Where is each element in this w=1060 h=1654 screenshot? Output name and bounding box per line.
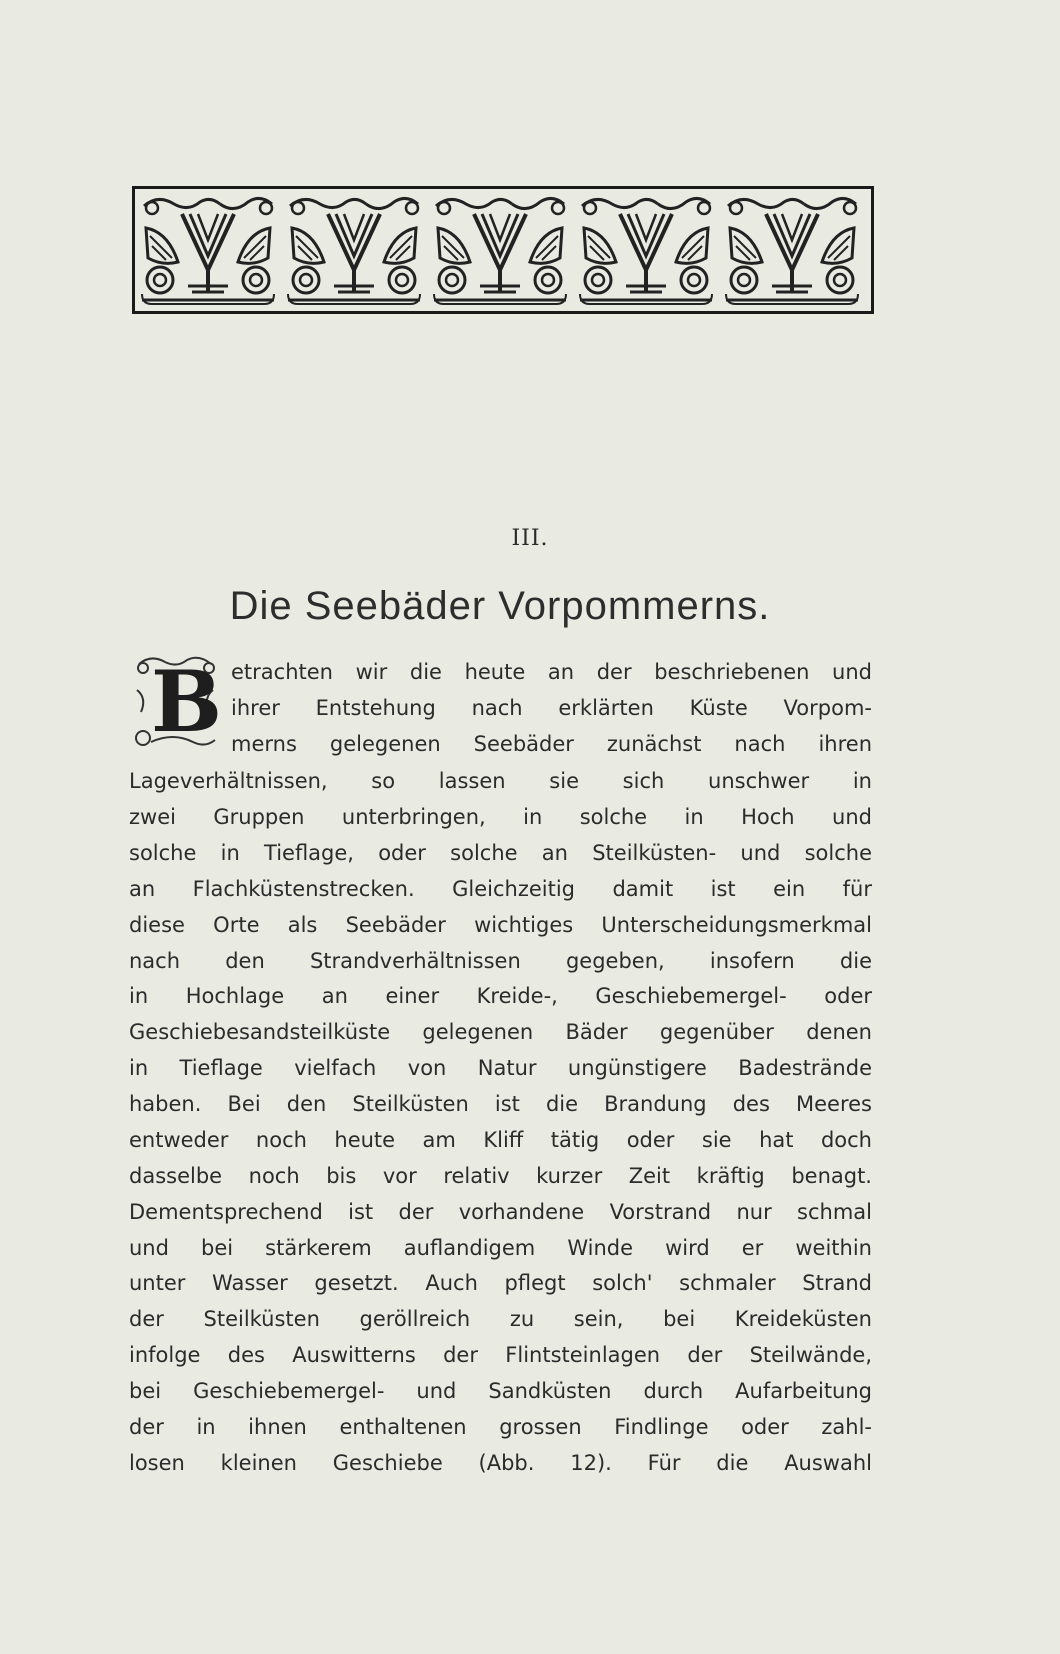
drop-cap-letter: B <box>151 652 222 751</box>
text-line: losen kleinen Geschiebe (Abb. 12). Für die Auswahl <box>129 1451 872 1475</box>
text-line: in Hochlage an einer Kreide-, Geschiebemergel- oder <box>129 984 872 1008</box>
text-line: unter Wasser gesetzt. Auch pflegt solch' schmaler Strand <box>129 1271 872 1295</box>
text-line: zwei Gruppen unterbringen, in solche in Hoch und <box>129 805 872 829</box>
text-line: etrachten wir die heute an der beschriebenen und <box>231 660 872 684</box>
text-line: solche in Tieflage, oder solche an Steilküsten- und solche <box>129 841 872 865</box>
chapter-number: III. <box>511 526 549 551</box>
ornamental-header-band <box>132 186 874 314</box>
text-line: merns gelegenen Seebäder zunächst nach ihren <box>231 732 872 756</box>
text-line: nach den Strandverhältnissen gegeben, insofern die <box>129 949 872 973</box>
text-line: dasselbe noch bis vor relativ kurzer Zeit kräftig benagt. <box>129 1164 872 1188</box>
text-line: entweder noch heute am Kliff tätig oder sie hat doch <box>129 1128 872 1152</box>
text-line: infolge des Auswitterns der Flintsteinlagen der Steilwände, <box>129 1343 872 1367</box>
text-line: an Flachküstenstrecken. Gleichzeitig damit ist ein für <box>129 877 872 901</box>
drop-cap-initial <box>133 652 222 751</box>
text-line: diese Orte als Seebäder wichtiges Unterscheidungsmerkmal <box>129 913 872 937</box>
text-line: Lageverhältnissen, so lassen sie sich unschwer in <box>129 769 872 793</box>
text-line: der in ihnen enthaltenen grossen Findlinge oder zahl- <box>129 1415 872 1439</box>
text-line: in Tieflage vielfach von Natur ungünstigere Badestrände <box>129 1056 872 1080</box>
text-line: haben. Bei den Steilküsten ist die Brandung des Meeres <box>129 1092 872 1116</box>
text-line: bei Geschiebemergel- und Sandküsten durch Aufarbeitung <box>129 1379 872 1403</box>
text-line: der Steilküsten geröllreich zu sein, bei Kreideküsten <box>129 1307 872 1331</box>
text-line: Dementsprechend ist der vorhandene Vorstrand nur schmal <box>129 1200 872 1224</box>
text-line: Geschiebesandsteilküste gelegenen Bäder gegenüber denen <box>129 1020 872 1044</box>
text-line: und bei stärkerem auflandigem Winde wird er weithin <box>129 1236 872 1260</box>
text-line: ihrer Entstehung nach erklärten Küste Vorpom- <box>231 696 872 720</box>
chapter-title: Die Seebäder Vorpommerns. <box>229 584 771 628</box>
